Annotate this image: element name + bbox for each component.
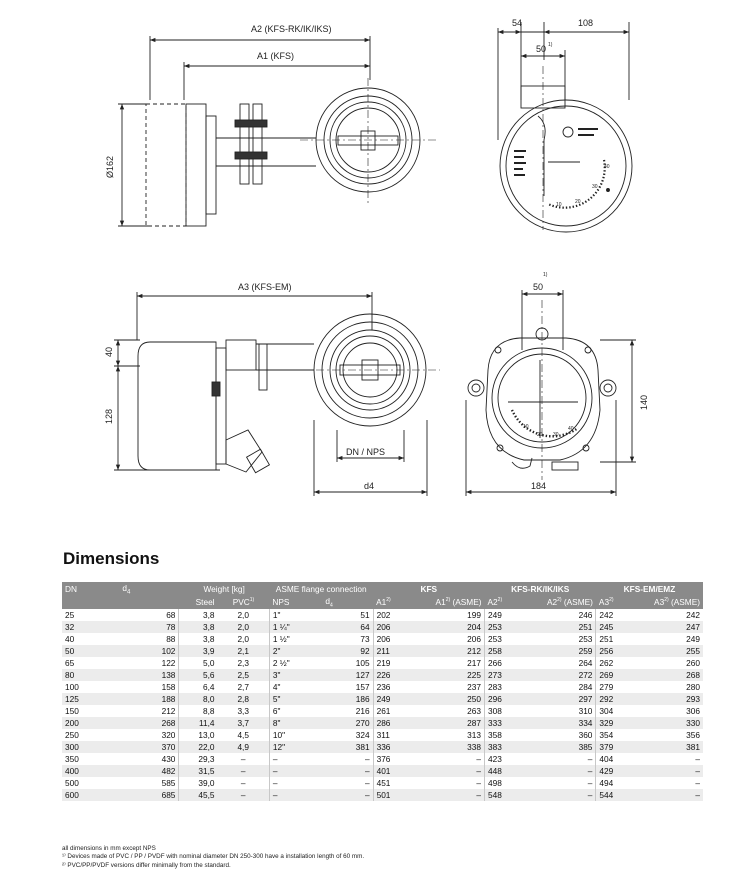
table-cell: 338 bbox=[417, 741, 484, 753]
table-cell: – bbox=[269, 765, 322, 777]
dim-50-note-label: 50 bbox=[536, 44, 547, 54]
table-cell: 250 bbox=[417, 693, 484, 705]
table-cell: 2,7 bbox=[218, 681, 270, 693]
header-row-sub bbox=[62, 596, 703, 609]
table-cell: 80 bbox=[62, 669, 119, 681]
table-cell: 2" bbox=[269, 645, 322, 657]
table-cell: 685 bbox=[119, 789, 179, 801]
table-cell: – bbox=[269, 789, 322, 801]
table-row bbox=[62, 753, 703, 765]
table-cell: 216 bbox=[322, 705, 373, 717]
table-cell: 247 bbox=[640, 621, 703, 633]
sub-empty bbox=[119, 596, 179, 609]
table-cell: 280 bbox=[640, 681, 703, 693]
table-cell: 32 bbox=[62, 621, 119, 633]
table-cell: 269 bbox=[596, 669, 640, 681]
table-cell: 236 bbox=[373, 681, 417, 693]
col-dn-header bbox=[62, 582, 119, 596]
table-cell: 45,5 bbox=[179, 789, 218, 801]
table-row bbox=[62, 621, 703, 633]
side-view-kfs bbox=[118, 36, 436, 226]
dial-scale-label: 30 bbox=[592, 184, 598, 190]
table-row bbox=[62, 741, 703, 753]
table-cell: 6" bbox=[269, 705, 322, 717]
table-cell: 5,6 bbox=[179, 669, 218, 681]
col-kfs-header bbox=[373, 582, 484, 596]
table-cell: 300 bbox=[62, 741, 119, 753]
table-cell: 600 bbox=[62, 789, 119, 801]
col-kfs-rk-header bbox=[485, 582, 596, 596]
table-cell: 138 bbox=[119, 669, 179, 681]
table-row bbox=[62, 729, 703, 741]
table-cell: 6,4 bbox=[179, 681, 218, 693]
table-cell: 308 bbox=[485, 705, 529, 717]
sub-a3-asme-label: A3 bbox=[654, 597, 665, 608]
table-cell: 270 bbox=[322, 717, 373, 729]
sub-a3-sup: 2) bbox=[609, 597, 614, 604]
table-cell: 548 bbox=[485, 789, 529, 801]
table-cell: 29,3 bbox=[179, 753, 218, 765]
table-cell: 2,5 bbox=[218, 669, 270, 681]
sub-a1-asme-sup: 2) bbox=[445, 597, 451, 604]
table-cell: 212 bbox=[417, 645, 484, 657]
table-cell: 334 bbox=[529, 717, 596, 729]
table-cell: 400 bbox=[62, 765, 119, 777]
table-cell: 202 bbox=[373, 609, 417, 621]
table-cell: 451 bbox=[373, 777, 417, 789]
table-cell: 263 bbox=[417, 705, 484, 717]
table-cell: 2,0 bbox=[218, 633, 270, 645]
table-cell: 1 ½" bbox=[269, 633, 322, 645]
table-cell: 273 bbox=[485, 669, 529, 681]
table-cell: 122 bbox=[119, 657, 179, 669]
dial-scale-label: 30 bbox=[553, 432, 559, 438]
table-cell: 253 bbox=[529, 633, 596, 645]
table-cell: 211 bbox=[373, 645, 417, 657]
table-cell: 494 bbox=[596, 777, 640, 789]
table-cell: 370 bbox=[119, 741, 179, 753]
table-cell: 2,0 bbox=[218, 609, 270, 621]
table-cell: 268 bbox=[119, 717, 179, 729]
sub-steel: Steel bbox=[179, 596, 218, 609]
col-kfs-rk-label: KFS-RK/IK/IKS bbox=[511, 584, 570, 594]
dim-a3-label: A3 (KFS-EM) bbox=[238, 282, 292, 292]
table-cell: 500 bbox=[62, 777, 119, 789]
col-d4-label: d bbox=[122, 582, 127, 593]
table-cell: 22,0 bbox=[179, 741, 218, 753]
dial-scale-label: 20 bbox=[537, 432, 543, 438]
dim-a2-label: A2 (KFS-RK/IK/IKS) bbox=[251, 24, 332, 34]
sub-a3-asme bbox=[640, 596, 703, 609]
table-row bbox=[62, 705, 703, 717]
table-cell: 4,5 bbox=[218, 729, 270, 741]
table-cell: 88 bbox=[119, 633, 179, 645]
table-cell: 2,3 bbox=[218, 657, 270, 669]
table-cell: 3" bbox=[269, 669, 322, 681]
table-cell: 423 bbox=[485, 753, 529, 765]
table-cell: 360 bbox=[529, 729, 596, 741]
table-cell: – bbox=[269, 753, 322, 765]
footnote-2-text: PVC/PP/PVDF versions differ minimally from the standard. bbox=[65, 861, 231, 869]
table-cell: – bbox=[417, 789, 484, 801]
table-cell: 3,3 bbox=[218, 705, 270, 717]
dim-184-label: 184 bbox=[531, 481, 547, 491]
footnote-2-mark: ²⁾ bbox=[62, 861, 66, 869]
sub-a1-asme-label: A1 bbox=[435, 597, 446, 608]
table-cell: – bbox=[529, 777, 596, 789]
table-cell: 1 ¼" bbox=[269, 621, 322, 633]
table-cell: 200 bbox=[62, 717, 119, 729]
table-cell: 272 bbox=[529, 669, 596, 681]
table-cell: 330 bbox=[640, 717, 703, 729]
table-cell: 3,9 bbox=[179, 645, 218, 657]
dim-a1-label: A1 (KFS) bbox=[257, 51, 295, 61]
table-cell: – bbox=[640, 753, 703, 765]
footnote-mark-2: 1) bbox=[543, 272, 548, 278]
table-cell: 105 bbox=[322, 657, 373, 669]
dim-54-label: 54 bbox=[512, 18, 523, 28]
sub-a2 bbox=[485, 596, 529, 609]
table-row bbox=[62, 609, 703, 621]
table-cell: 379 bbox=[596, 741, 640, 753]
table-cell: 296 bbox=[485, 693, 529, 705]
table-cell: 212 bbox=[119, 705, 179, 717]
table-cell: 150 bbox=[62, 705, 119, 717]
col-d4-sub: 4 bbox=[126, 589, 131, 596]
table-cell: – bbox=[269, 777, 322, 789]
table-cell: 249 bbox=[373, 693, 417, 705]
table-cell: 206 bbox=[373, 621, 417, 633]
table-cell: 39,0 bbox=[179, 777, 218, 789]
table-cell: 249 bbox=[485, 609, 529, 621]
table-cell: 306 bbox=[640, 705, 703, 717]
table-cell: – bbox=[322, 765, 373, 777]
table-cell: 287 bbox=[417, 717, 484, 729]
sub-a1 bbox=[373, 596, 417, 609]
table-row bbox=[62, 765, 703, 777]
table-cell: 430 bbox=[119, 753, 179, 765]
col-asme-header bbox=[269, 582, 373, 596]
table-cell: 158 bbox=[119, 681, 179, 693]
table-cell: 313 bbox=[417, 729, 484, 741]
dim-128-label: 128 bbox=[104, 408, 114, 424]
table-row bbox=[62, 681, 703, 693]
table-cell: 2 ½" bbox=[269, 657, 322, 669]
col-dn-label: DN bbox=[65, 584, 77, 594]
table-cell: 329 bbox=[596, 717, 640, 729]
table-cell: 358 bbox=[485, 729, 529, 741]
table-cell: 311 bbox=[373, 729, 417, 741]
table-cell: 65 bbox=[62, 657, 119, 669]
table-cell: – bbox=[218, 765, 270, 777]
table-cell: 78 bbox=[119, 621, 179, 633]
table-cell: 286 bbox=[373, 717, 417, 729]
table-cell: 204 bbox=[417, 621, 484, 633]
sub-a2-asme-label: A2 bbox=[546, 597, 558, 608]
table-cell: 429 bbox=[596, 765, 640, 777]
table-row bbox=[62, 789, 703, 801]
table-cell: 255 bbox=[640, 645, 703, 657]
sub-pvc-label: PVC bbox=[232, 597, 250, 608]
table-cell: 284 bbox=[529, 681, 596, 693]
table-row bbox=[62, 777, 703, 789]
table-cell: 381 bbox=[322, 741, 373, 753]
table-cell: 258 bbox=[485, 645, 529, 657]
table-cell: 256 bbox=[596, 645, 640, 657]
table-cell: 2,8 bbox=[218, 693, 270, 705]
footnote-1-text: Devices made of PVC / PP / PVDF with nominal diameter DN 250-300 have a installation length of 60 mm. bbox=[65, 853, 365, 861]
table-cell: 498 bbox=[485, 777, 529, 789]
table-cell: 304 bbox=[596, 705, 640, 717]
table-cell: – bbox=[322, 789, 373, 801]
table-cell: 10" bbox=[269, 729, 322, 741]
table-cell: 127 bbox=[322, 669, 373, 681]
dimensions-table bbox=[62, 582, 703, 801]
footnote-units: all dimensions in mm except NPS bbox=[62, 845, 156, 852]
col-asme-label: ASME flange connection bbox=[275, 584, 367, 594]
table-cell: 293 bbox=[640, 693, 703, 705]
table-cell: 25 bbox=[62, 609, 119, 621]
sub-a1-sup: 2) bbox=[386, 597, 391, 604]
table-cell: 354 bbox=[596, 729, 640, 741]
table-cell: 385 bbox=[529, 741, 596, 753]
sub-pvc bbox=[218, 596, 270, 609]
sub-asme-d-label: d bbox=[325, 596, 330, 606]
table-cell: 259 bbox=[529, 645, 596, 657]
table-cell: 356 bbox=[640, 729, 703, 741]
dial-scale-label: 10 bbox=[556, 202, 562, 208]
table-cell: 283 bbox=[485, 681, 529, 693]
table-cell: 125 bbox=[62, 693, 119, 705]
table-cell: 5" bbox=[269, 693, 322, 705]
sub-a2-label: A2 bbox=[487, 597, 498, 608]
table-cell: 242 bbox=[640, 609, 703, 621]
table-cell: 237 bbox=[417, 681, 484, 693]
section-title: Dimensions bbox=[63, 549, 160, 568]
sub-a3-label: A3 bbox=[598, 597, 610, 608]
front-view-kfs bbox=[498, 22, 632, 232]
table-row bbox=[62, 693, 703, 705]
sub-a1-asme bbox=[417, 596, 484, 609]
table-cell: 262 bbox=[596, 657, 640, 669]
table-cell: 31,5 bbox=[179, 765, 218, 777]
sub-pvc-sup: 1) bbox=[249, 597, 255, 604]
dial-scale-label: 20 bbox=[575, 199, 581, 205]
table-cell: 5,0 bbox=[179, 657, 218, 669]
sub-a1-asme-suffix: (ASME) bbox=[450, 597, 482, 608]
table-cell: 8,0 bbox=[179, 693, 218, 705]
table-cell: 310 bbox=[529, 705, 596, 717]
table-cell: 250 bbox=[62, 729, 119, 741]
table-cell: 8" bbox=[269, 717, 322, 729]
table-cell: 260 bbox=[640, 657, 703, 669]
side-view-kfs-em bbox=[114, 292, 440, 496]
table-cell: – bbox=[417, 777, 484, 789]
table-body bbox=[62, 609, 703, 802]
table-cell: 100 bbox=[62, 681, 119, 693]
table-cell: 3,8 bbox=[179, 621, 218, 633]
table-cell: 73 bbox=[322, 633, 373, 645]
sub-asme-d-sub: 4 bbox=[329, 602, 333, 609]
table-cell: 40 bbox=[62, 633, 119, 645]
sub-a2-asme bbox=[529, 596, 596, 609]
table-cell: 186 bbox=[322, 693, 373, 705]
sub-a2-asme-suffix: (ASME) bbox=[561, 597, 593, 608]
dim-40-label: 40 bbox=[104, 346, 114, 357]
table-cell: – bbox=[322, 777, 373, 789]
dim-d162-label: Ø162 bbox=[105, 155, 115, 178]
sub-a3 bbox=[596, 596, 640, 609]
table-cell: 264 bbox=[529, 657, 596, 669]
dial-scale-label: 10 bbox=[523, 424, 529, 430]
table-cell: 51 bbox=[322, 609, 373, 621]
dial-scale-label: 40 bbox=[604, 164, 610, 170]
table-cell: 268 bbox=[640, 669, 703, 681]
table-cell: 324 bbox=[322, 729, 373, 741]
table-row bbox=[62, 645, 703, 657]
col-kfs-em-header bbox=[596, 582, 703, 596]
table-cell: 320 bbox=[119, 729, 179, 741]
table-cell: 199 bbox=[417, 609, 484, 621]
table-cell: 2,0 bbox=[218, 621, 270, 633]
table-cell: 102 bbox=[119, 645, 179, 657]
table-cell: 404 bbox=[596, 753, 640, 765]
sub-a3-asme-sup: 2) bbox=[664, 597, 669, 604]
table-cell: 246 bbox=[529, 609, 596, 621]
table-cell: 225 bbox=[417, 669, 484, 681]
footnote-1-mark: ¹⁾ bbox=[62, 853, 66, 861]
table-cell: – bbox=[417, 765, 484, 777]
table-cell: 448 bbox=[485, 765, 529, 777]
table-cell: – bbox=[640, 789, 703, 801]
table-cell: 383 bbox=[485, 741, 529, 753]
table-cell: – bbox=[529, 765, 596, 777]
table-cell: 261 bbox=[373, 705, 417, 717]
sub-a3-asme-suffix: (ASME) bbox=[668, 597, 700, 608]
table-cell: – bbox=[218, 789, 270, 801]
dim-108-label: 108 bbox=[578, 18, 594, 28]
table-cell: 350 bbox=[62, 753, 119, 765]
dim-50-label: 50 bbox=[533, 282, 544, 292]
dim-d4-label: d4 bbox=[364, 481, 375, 491]
table-row bbox=[62, 717, 703, 729]
table-cell: 1" bbox=[269, 609, 322, 621]
table-cell: 3,8 bbox=[179, 633, 218, 645]
table-cell: 206 bbox=[373, 633, 417, 645]
table-cell: 217 bbox=[417, 657, 484, 669]
table-cell: 68 bbox=[119, 609, 179, 621]
footnote-2 bbox=[62, 862, 364, 870]
table-cell: – bbox=[640, 765, 703, 777]
table-cell: 266 bbox=[485, 657, 529, 669]
table-cell: 245 bbox=[596, 621, 640, 633]
sub-empty bbox=[62, 596, 119, 609]
table-cell: 64 bbox=[322, 621, 373, 633]
table-cell: 4,9 bbox=[218, 741, 270, 753]
table-cell: – bbox=[417, 753, 484, 765]
table-cell: 501 bbox=[373, 789, 417, 801]
table-cell: 219 bbox=[373, 657, 417, 669]
table-cell: 226 bbox=[373, 669, 417, 681]
footnotes bbox=[62, 845, 364, 870]
table-cell: 92 bbox=[322, 645, 373, 657]
dim-dn-label: DN / NPS bbox=[346, 447, 386, 457]
sub-a2-sup: 2) bbox=[497, 597, 503, 604]
col-kfs-label: KFS bbox=[420, 584, 438, 594]
table-cell: – bbox=[322, 753, 373, 765]
table-cell: 336 bbox=[373, 741, 417, 753]
table-cell: 249 bbox=[640, 633, 703, 645]
table-cell: 251 bbox=[529, 621, 596, 633]
dim-140-label: 140 bbox=[639, 394, 649, 410]
sub-nps: NPS bbox=[269, 596, 322, 609]
table-cell: 11,4 bbox=[179, 717, 218, 729]
col-weight-label: Weight [kg] bbox=[203, 584, 245, 594]
table-cell: 3,7 bbox=[218, 717, 270, 729]
table-row bbox=[62, 633, 703, 645]
table-cell: – bbox=[529, 753, 596, 765]
table-cell: 2,1 bbox=[218, 645, 270, 657]
sub-a2-asme-sup: 2) bbox=[557, 597, 562, 604]
table-cell: 381 bbox=[640, 741, 703, 753]
table-cell: 13,0 bbox=[179, 729, 218, 741]
table-cell: – bbox=[529, 789, 596, 801]
table-cell: – bbox=[218, 777, 270, 789]
table-cell: 188 bbox=[119, 693, 179, 705]
table-cell: 297 bbox=[529, 693, 596, 705]
table-cell: – bbox=[218, 753, 270, 765]
table-cell: 4" bbox=[269, 681, 322, 693]
table-cell: – bbox=[640, 777, 703, 789]
col-kfs-em-label: KFS-EM/EMZ bbox=[623, 584, 676, 594]
col-d4-header bbox=[119, 582, 179, 596]
table-cell: 8,8 bbox=[179, 705, 218, 717]
table-cell: 251 bbox=[596, 633, 640, 645]
table-cell: 253 bbox=[485, 633, 529, 645]
footnote-mark-1: 1) bbox=[548, 42, 553, 48]
table-cell: 12" bbox=[269, 741, 322, 753]
table-cell: 482 bbox=[119, 765, 179, 777]
table-cell: 585 bbox=[119, 777, 179, 789]
table-cell: 206 bbox=[417, 633, 484, 645]
table-cell: 292 bbox=[596, 693, 640, 705]
table-cell: 544 bbox=[596, 789, 640, 801]
footnote-1 bbox=[62, 853, 364, 861]
table-cell: 401 bbox=[373, 765, 417, 777]
table-row bbox=[62, 669, 703, 681]
table-cell: 333 bbox=[485, 717, 529, 729]
front-view-kfs-em bbox=[466, 290, 636, 496]
sub-a1-label: A1 bbox=[376, 597, 387, 608]
table-cell: 50 bbox=[62, 645, 119, 657]
table-cell: 376 bbox=[373, 753, 417, 765]
table-cell: 253 bbox=[485, 621, 529, 633]
table-row bbox=[62, 657, 703, 669]
table-cell: 242 bbox=[596, 609, 640, 621]
table-cell: 279 bbox=[596, 681, 640, 693]
table-cell: 3,8 bbox=[179, 609, 218, 621]
sub-asme-d4 bbox=[322, 596, 373, 609]
table-cell: 157 bbox=[322, 681, 373, 693]
header-row-groups bbox=[62, 582, 703, 596]
col-weight-header bbox=[179, 582, 269, 596]
dial-scale-label: 40 bbox=[568, 426, 574, 432]
